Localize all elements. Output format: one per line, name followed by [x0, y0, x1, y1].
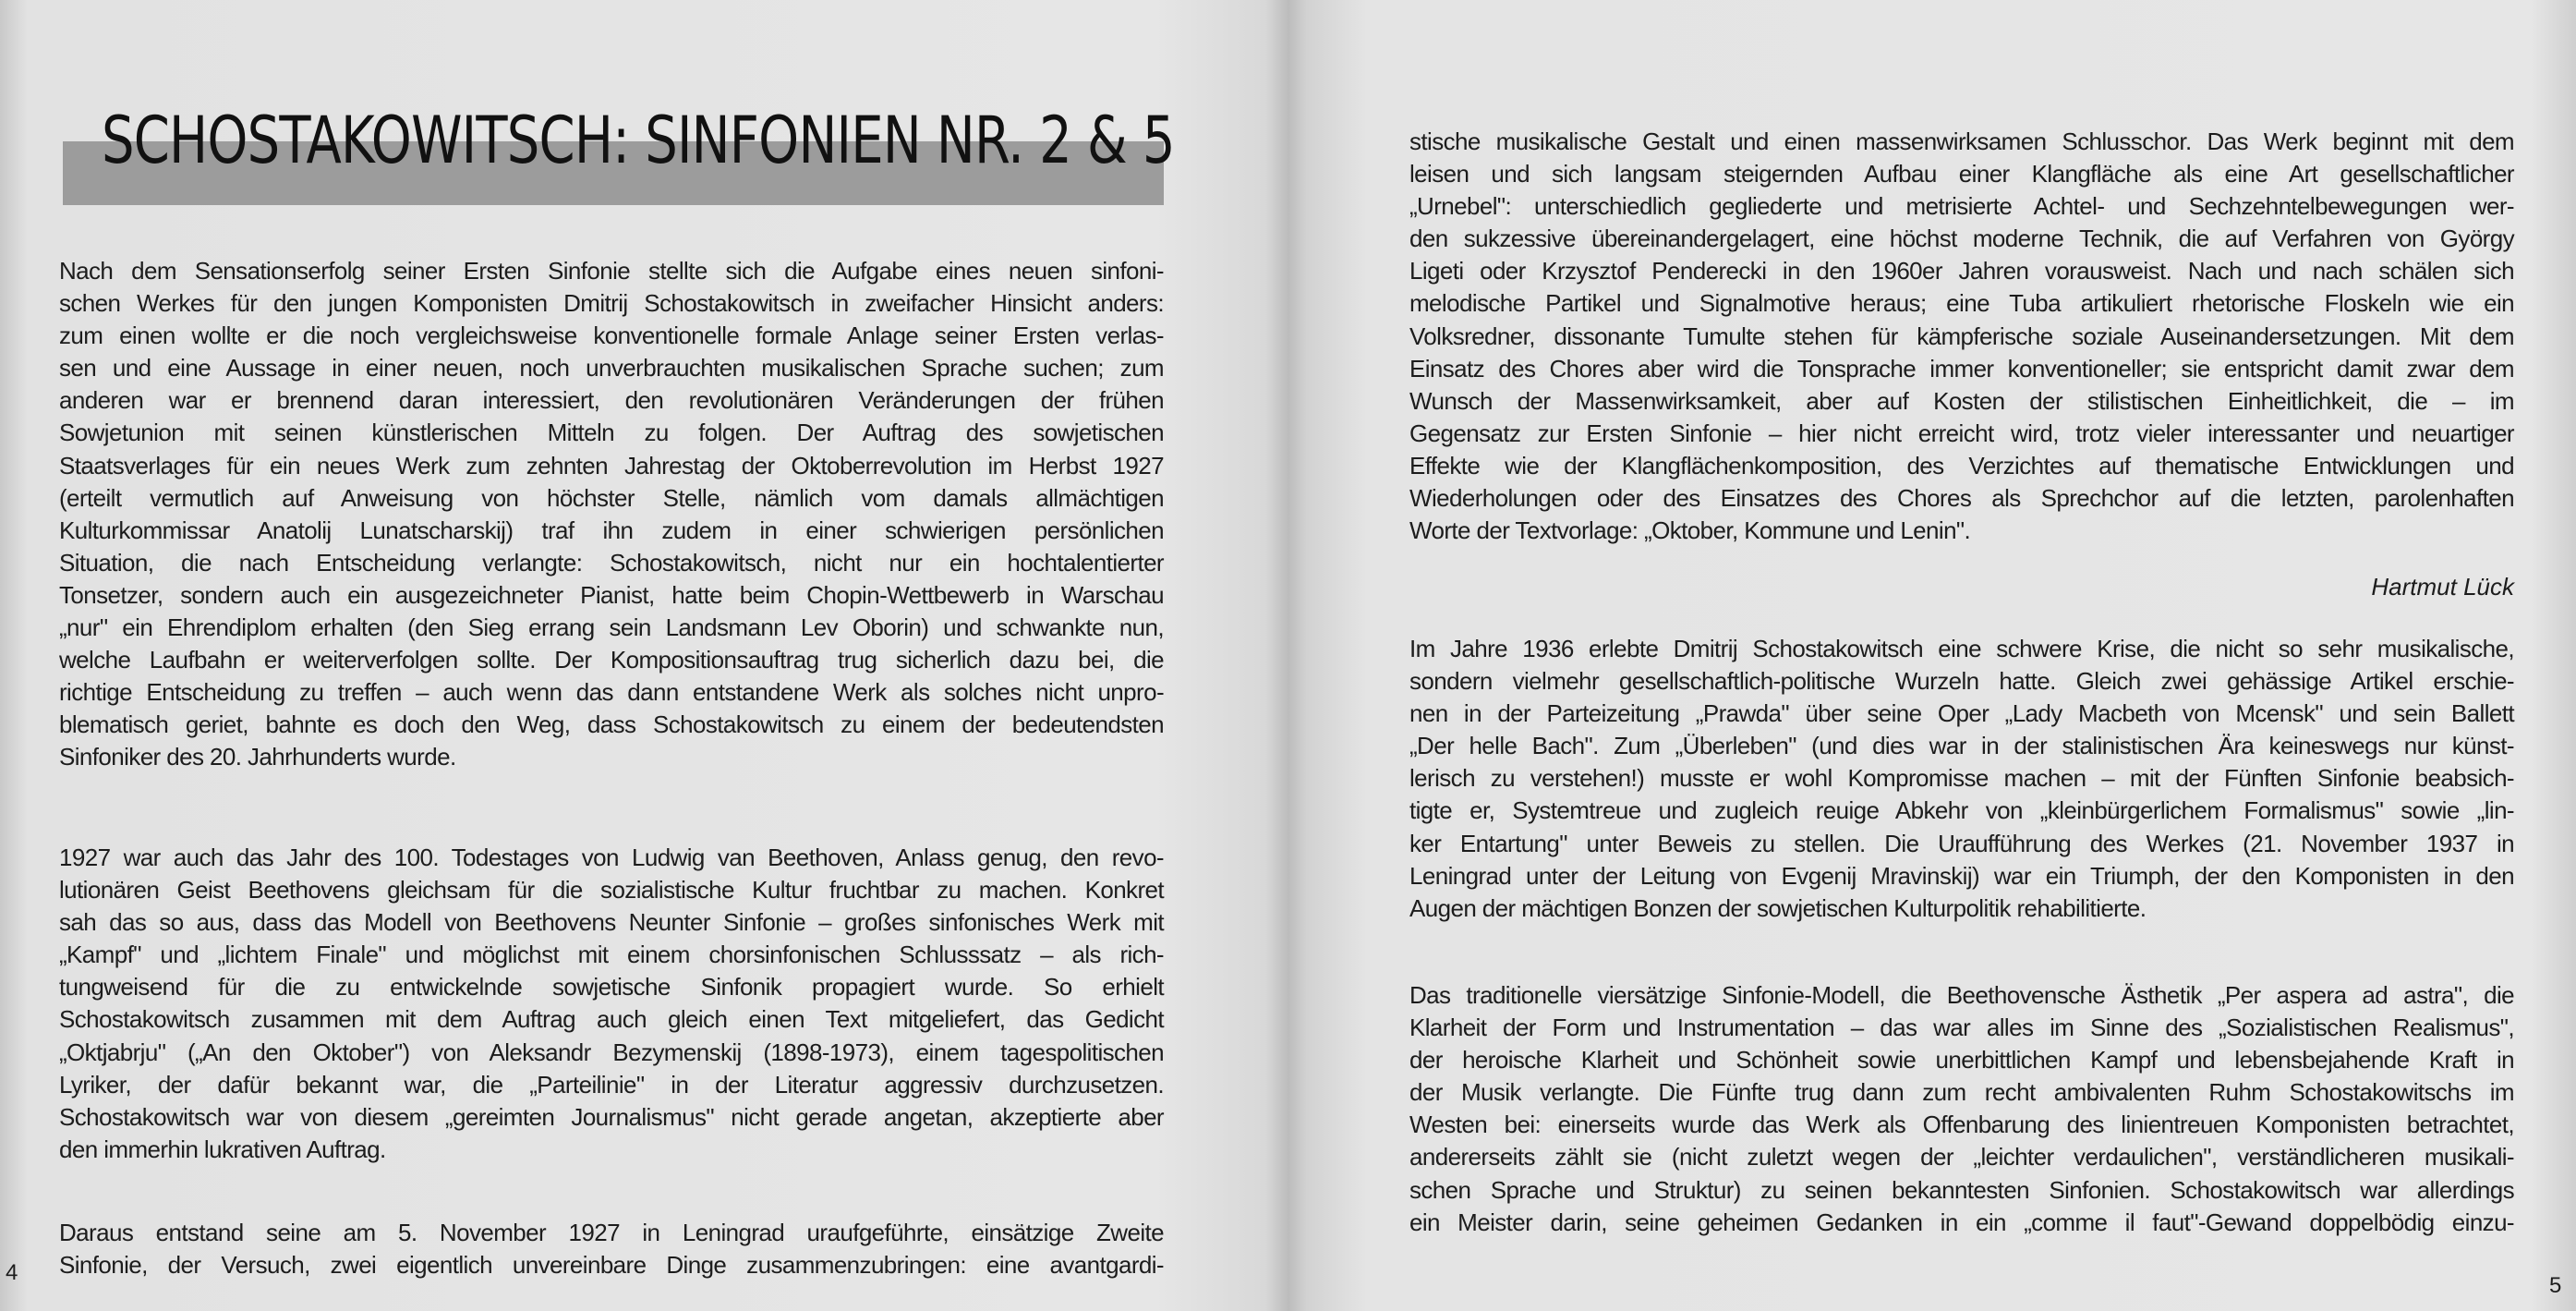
text-line: blematisch geriet, bahnte es doch den Weg, dass Schostakowitsch zu einem der bedeutendsten	[59, 710, 1164, 739]
text-line: Sinfoniker des 20. Jahrhunderts wurde.	[59, 743, 456, 771]
text-line: ein Meister darin, seine geheimen Gedanken in ein „comme il faut"-Gewand doppelbödig einzu-	[1409, 1208, 2514, 1236]
text-line: welche Laufbahn er weiterverfolgen sollte. Der Kompositionsauftrag trug sicherlich dazu bei, die	[59, 646, 1164, 674]
text-line: anderen war er brennend daran interessiert, den revolutionären Veränderungen der frühen	[59, 386, 1164, 415]
text-line: Volksredner, dissonante Tumulte stehen für kämpferische soziale Auseinandersetzungen. Mit dem	[1409, 322, 2514, 350]
text-line: sen und eine Aussage in einer neuen, noch unverbrauchten musikalischen Sprache suchen; zum	[59, 354, 1164, 382]
text-line: den sukzessive übereinandergelagert, eine höchst moderne Technik, die auf Verfahren von György	[1409, 225, 2514, 253]
right-page-column	[1409, 0, 2514, 1311]
text-line: melodische Partikel und Signalmotive heraus; eine Tuba artikuliert rhetorische Floskeln wie ein	[1409, 289, 2514, 318]
text-line: Kulturkommissar Anatolij Lunatscharskij) traf ihn zudem in einer schwierigen persönlichen	[59, 516, 1164, 544]
text-line: (erteilt vermutlich auf Anweisung von höchster Stelle, nämlich vom damals allmächtigen	[59, 483, 1164, 512]
text-line: Wiederholungen oder des Einsatzes des Chores als Sprechchor auf die letzten, parolenhaften	[1409, 484, 2514, 513]
left-page-column	[59, 0, 1164, 1311]
text-line: Nach dem Sensationserfolg seiner Ersten Sinfonie stellte sich die Aufgabe eines neuen sinfoni-	[59, 257, 1164, 285]
text-line: schen Werkes für den jungen Komponisten Dmitrij Schostakowitsch in zweifacher Hinsicht anders:	[59, 289, 1164, 318]
text-line: Worte der Textvorlage: „Oktober, Kommune und Lenin".	[1409, 516, 1971, 545]
text-line: „Kampf" und „lichtem Finale" und möglichst mit einem chorsinfonischen Schlusssatz – als rich-	[59, 941, 1164, 969]
text-line: Im Jahre 1936 erlebte Dmitrij Schostakowitsch eine schwere Krise, die nicht so sehr musikalische,	[1409, 635, 2514, 662]
text-line: Schostakowitsch zusammen mit dem Auftrag auch gleich einen Text mitgeliefert, das Gedicht	[59, 1005, 1164, 1034]
page-number-right: 5	[2549, 1273, 2562, 1298]
author-signature: Hartmut Lück	[2371, 573, 2514, 601]
text-line: ker Entartung" unter Beweis zu stellen. Die Uraufführung des Werkes (21. November 1937 in	[1409, 829, 2514, 857]
text-line: lerisch zu verstehen!) musste er wohl Kompromisse machen – mit der Fünften Sinfonie beabsich-	[1409, 764, 2514, 793]
text-line: der Musik verlangte. Die Fünfte trug dann zum recht ambivalenten Ruhm Schostakowitschs im	[1409, 1078, 2514, 1107]
text-line: Sinfonie, der Versuch, zwei eigentlich unvereinbare Dinge zusammenzubringen: eine avantgardi-	[59, 1251, 1164, 1280]
right-paragraph	[1409, 979, 2514, 1239]
left-paragraph	[59, 842, 1164, 1166]
text-line: nen in der Parteizeitung „Prawda" über seine Oper „Lady Macbeth von Mcensk" und sein Ballett	[1409, 699, 2514, 728]
text-line: der heroische Klarheit und Schönheit sowie unerbittlichen Kampf und lebensbejahende Kraft in	[1409, 1046, 2514, 1074]
text-line: den immerhin lukrativen Auftrag.	[59, 1135, 386, 1163]
text-line: Einsatz des Chores aber wird die Tonsprache immer konventioneller; sie entspricht damit zwar dem	[1409, 354, 2514, 382]
left-paragraph	[59, 255, 1164, 774]
left-paragraph	[59, 1217, 1164, 1281]
text-line: „Oktjabrju" („An den Oktober") von Aleksandr Bezymenskij (1898-1973), einem tagespolitischen	[59, 1038, 1164, 1066]
text-line: sah das so aus, dass das Modell von Beethovens Neunter Sinfonie – großes sinfonisches Werk mit	[59, 908, 1164, 937]
text-line: andererseits zählt sie (nicht zuletzt wegen der „leichter verdaulichen", verständlicheren musikali-	[1409, 1143, 2514, 1171]
text-line: 1927 war auch das Jahr des 100. Todestages von Ludwig van Beethoven, Anlass genug, den revo-	[59, 844, 1164, 871]
text-line: Sowjetunion mit seinen künstlerischen Mitteln zu folgen. Der Auftrag des sowjetischen	[59, 419, 1164, 447]
text-line: schen Sprache und Struktur) zu seinen bekanntesten Sinfonien. Schostakowitsch war allerdings	[1409, 1175, 2514, 1204]
text-line: Situation, die nach Entscheidung verlangte: Schostakowitsch, nicht nur ein hochtalentierter	[59, 548, 1164, 577]
text-line: zum einen wollte er die noch vergleichsweise konventionelle formale Anlage seiner Ersten verlas-	[59, 322, 1164, 350]
text-line: Leningrad unter der Leitung von Evgenij Mravinskij) war ein Triumph, der den Komponisten in den	[1409, 861, 2514, 890]
page-title: SCHOSTAKOWITSCH: SINFONIEN NR. 2 & 5	[102, 103, 1175, 178]
text-line: tungweisend für die zu entwickelnde sowjetische Sinfonik propagiert wurde. So erhielt	[59, 973, 1164, 1001]
text-line: Wunsch der Massenwirksamkeit, aber auf Kosten der stilistischen Einheitlichkeit, die – im	[1409, 386, 2514, 415]
text-line: „Der helle Bach". Zum „Überleben" (und dies war in der stalinistischen Ära keineswegs nur künst-	[1409, 732, 2514, 760]
text-line: Staatsverlages für ein neues Werk zum zehnten Jahrestag der Oktoberrevolution im Herbst 1927	[59, 451, 1164, 479]
text-line: Das traditionelle viersätzige Sinfonie-Modell, die Beethovensche Ästhetik „Per aspera ad astra", die	[1409, 981, 2514, 1009]
text-line: richtige Entscheidung zu treffen – auch wenn das dann entstandene Werk als solches nicht unpro-	[59, 678, 1164, 707]
text-line: Daraus entstand seine am 5. November 1927 in Leningrad uraufgeführte, einsätzige Zweite	[59, 1219, 1164, 1246]
text-line: lutionären Geist Beethovens gleichsam für die sozialistische Kultur fruchtbar zu machen. Konkret	[59, 876, 1164, 904]
text-line: Westen bei: einerseits wurde das Werk als Offenbarung des linientreuen Komponisten betrachtet,	[1409, 1111, 2514, 1139]
text-line: Augen der mächtigen Bonzen der sowjetischen Kulturpolitik rehabilitierte.	[1409, 893, 2147, 922]
text-line: „nur" ein Ehrendiplom erhalten (den Sieg errang sein Landsmann Lev Oborin) und schwankte nun,	[59, 613, 1164, 642]
text-line: stische musikalische Gestalt und einen massenwirksamen Schlusschor. Das Werk beginnt mit dem	[1409, 127, 2514, 155]
text-line: leisen und sich langsam steigernden Aufbau einer Klangfläche als eine Art gesellschaftlicher	[1409, 160, 2514, 188]
text-line: Schostakowitsch war von diesem „gereimten Journalismus" nicht gerade angetan, akzeptierte aber	[59, 1102, 1164, 1131]
text-line: sondern vielmehr gesellschaftlich-politische Wurzeln hatte. Gleich zwei gehässige Artikel erschie-	[1409, 667, 2514, 696]
right-paragraph	[1409, 633, 2514, 925]
text-line: Tonsetzer, sondern auch ein ausgezeichneter Pianist, hatte beim Chopin-Wettbewerb in Warschau	[59, 580, 1164, 609]
text-line: Effekte wie der Klangflächenkomposition, des Verzichtes auf thematische Entwicklungen und	[1409, 451, 2514, 479]
text-line: Ligeti oder Krzysztof Penderecki in den 1960er Jahren vorausweist. Nach und nach schälen sich	[1409, 257, 2514, 285]
text-line: Klarheit der Form und Instrumentation – das war alles im Sinne des „Sozialistischen Realismus",	[1409, 1014, 2514, 1042]
text-line: „Urnebel": unterschiedlich gegliederte und metrisierte Achtel- und Sechzehntelbewegungen wer-	[1409, 192, 2514, 221]
text-line: tigte er, Systemtreue und zugleich reuige Abkehr von „kleinbürgerlichem Formalismus" sowie „lin-	[1409, 796, 2514, 825]
right-paragraph	[1409, 126, 2514, 547]
text-line: Lyriker, der dafür bekannt war, die „Parteilinie" in der Literatur aggressiv durchzusetzen.	[59, 1070, 1164, 1099]
text-line: Gegensatz zur Ersten Sinfonie – hier nicht erreicht wird, trotz vieler interessanter und neuartiger	[1409, 419, 2514, 447]
page-number-left: 4	[6, 1260, 18, 1285]
